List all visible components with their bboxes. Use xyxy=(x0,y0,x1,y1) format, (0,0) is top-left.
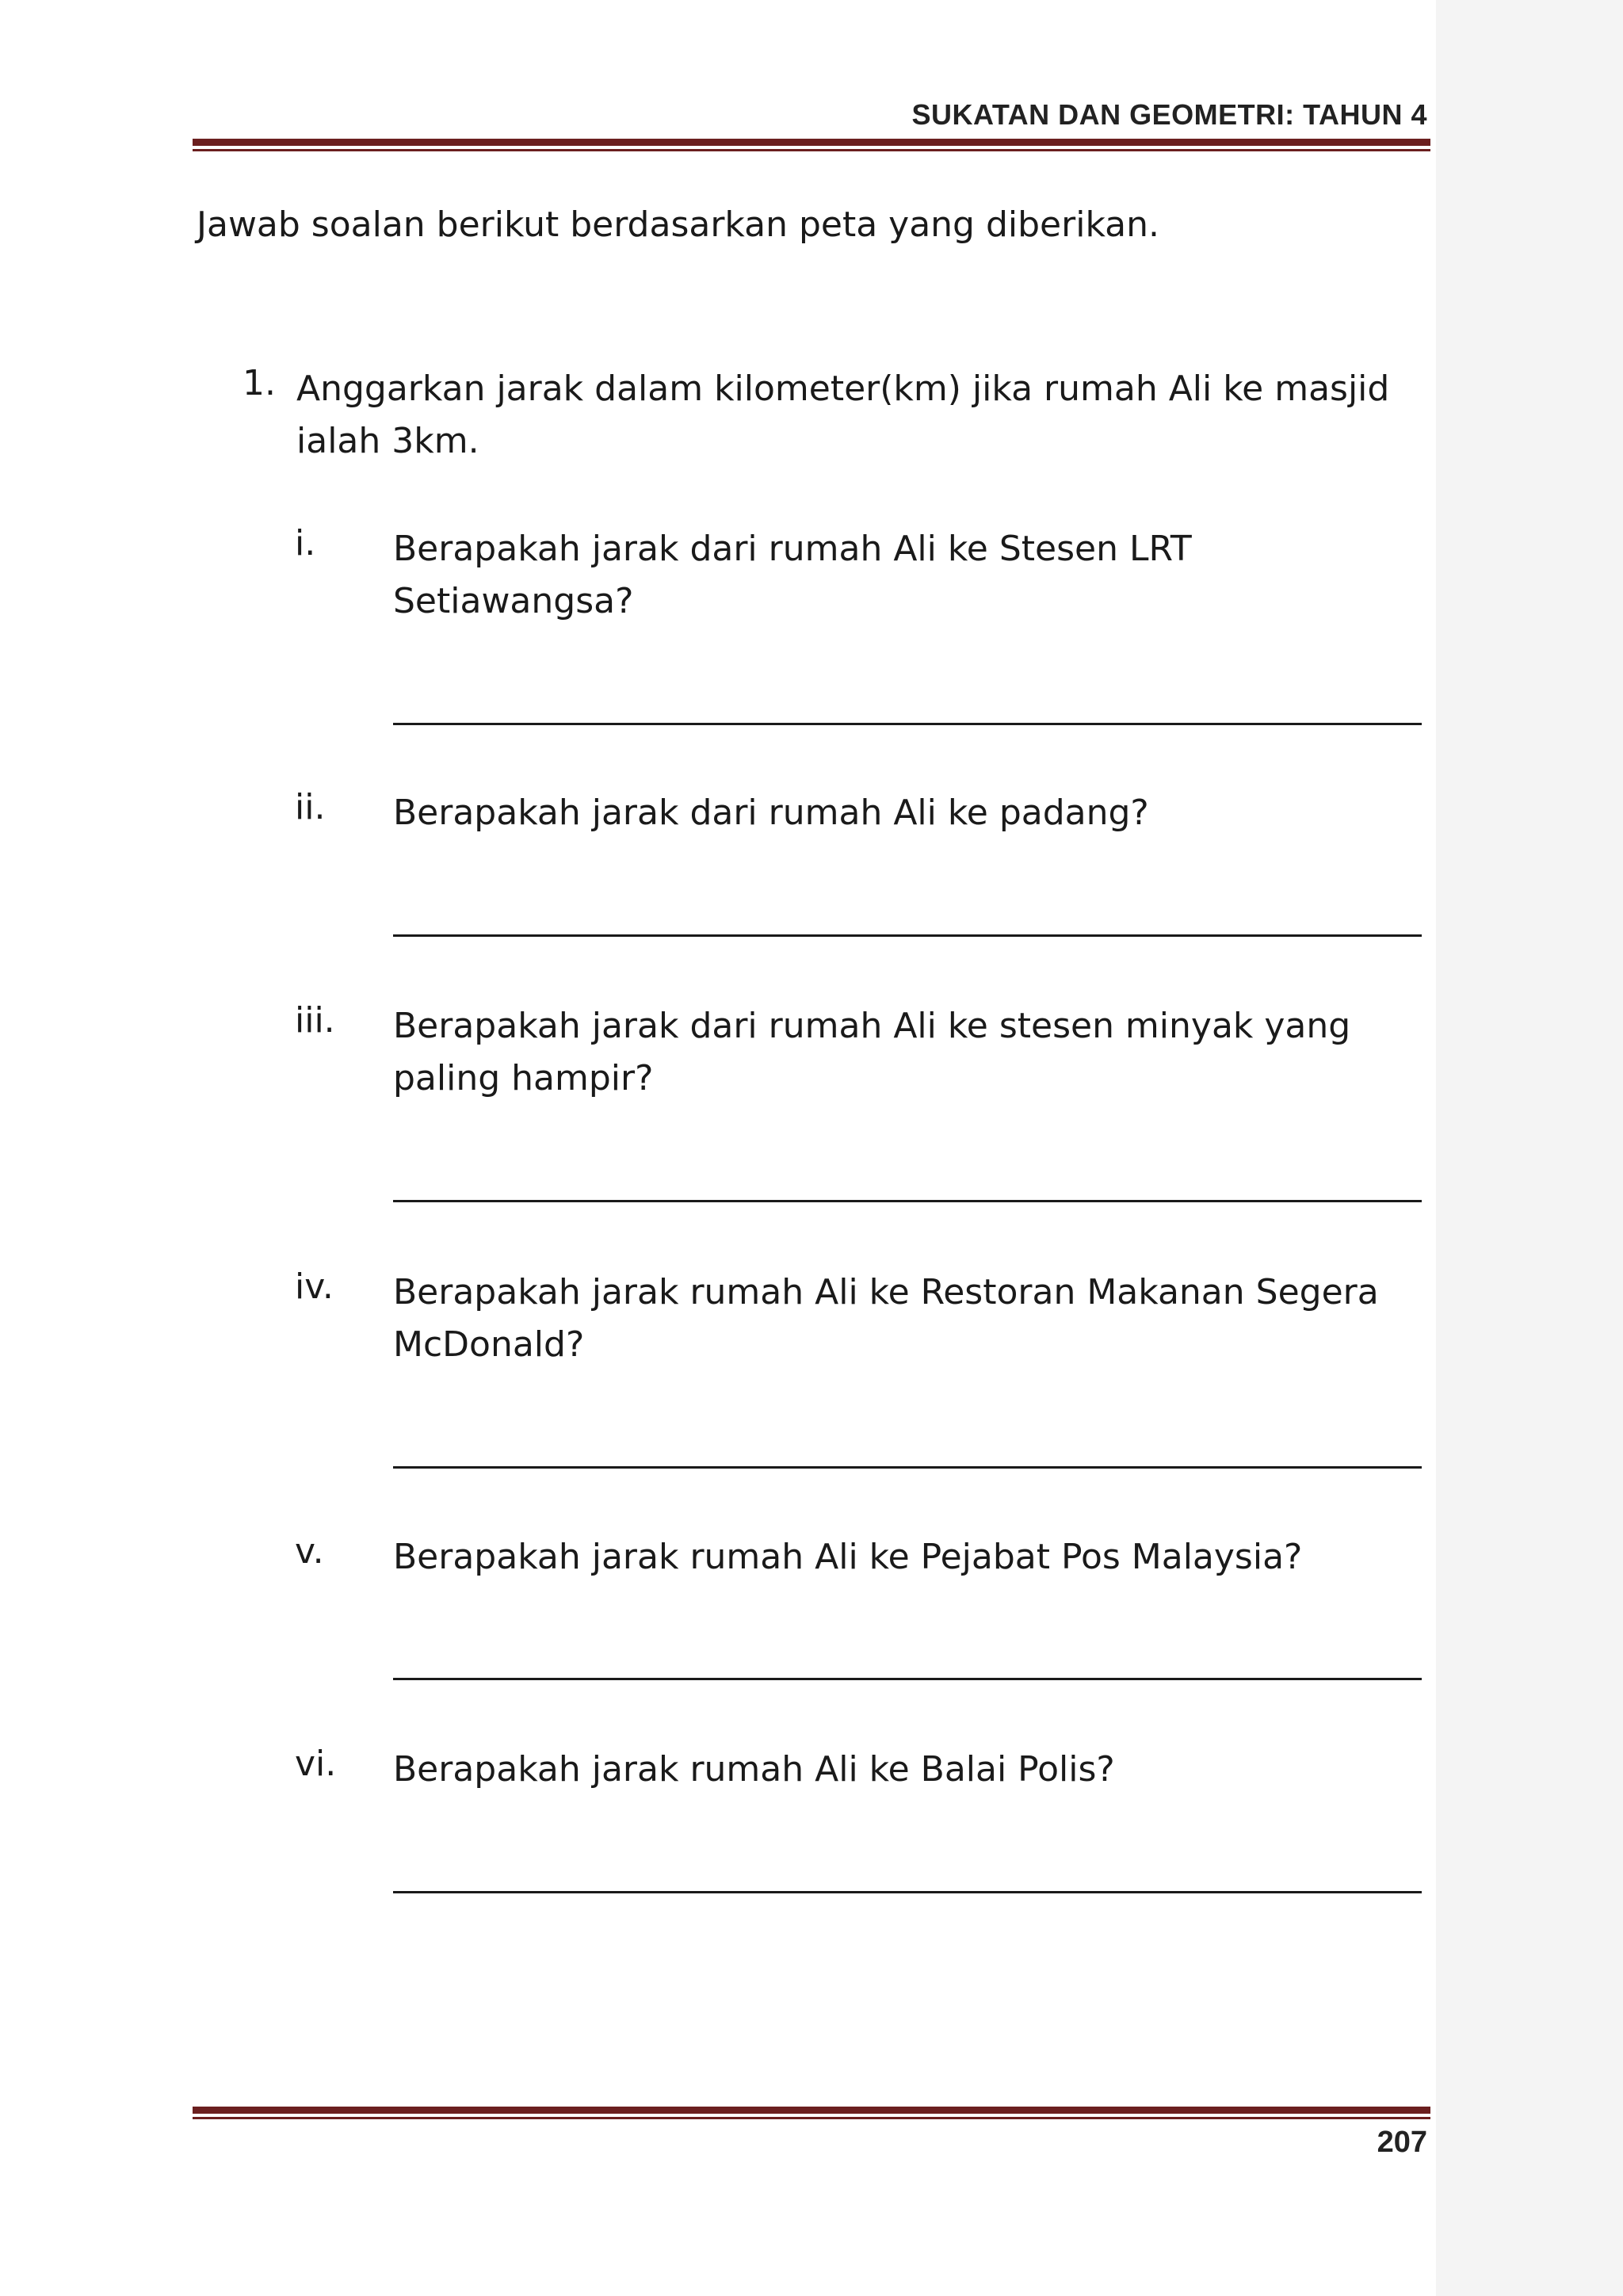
question-number: 1. xyxy=(242,363,276,403)
sub-question-numeral: vi. xyxy=(295,1744,337,1784)
header-rule-thick xyxy=(193,139,1430,146)
answer-line-ii[interactable] xyxy=(393,934,1422,937)
footer-rule-thick xyxy=(193,2107,1430,2114)
header-rule xyxy=(193,139,1430,151)
answer-line-vi[interactable] xyxy=(393,1891,1422,1893)
sub-question-text: Berapakah jarak dari rumah Ali ke Stesen LRT Setiawangsa? xyxy=(393,529,1192,621)
header-title: SUKATAN DAN GEOMETRI: TAHUN 4 xyxy=(911,98,1427,131)
sub-question-numeral: iv. xyxy=(295,1266,334,1307)
page-margin-shade xyxy=(1436,0,1623,2296)
sub-question-numeral: i. xyxy=(295,523,316,563)
answer-line-i[interactable] xyxy=(393,723,1422,725)
answer-line-iii[interactable] xyxy=(393,1200,1422,1202)
sub-question-text: Berapakah jarak dari rumah Ali ke stesen minyak yang paling hampir? xyxy=(393,1006,1351,1098)
sub-question-text: Berapakah jarak rumah Ali ke Pejabat Pos Malaysia? xyxy=(393,1537,1303,1577)
sub-question-numeral: v. xyxy=(295,1531,324,1572)
answer-line-iv[interactable] xyxy=(393,1466,1422,1469)
instruction-text: Jawab soalan berikut berdasarkan peta yang diberikan. xyxy=(197,204,1159,245)
answer-line-v[interactable] xyxy=(393,1678,1422,1680)
sub-question-numeral: iii. xyxy=(295,1000,335,1041)
question-text: Anggarkan jarak dalam kilometer(km) jika rumah Ali ke masjid ialah 3km. xyxy=(296,369,1390,461)
sub-question-text: Berapakah jarak rumah Ali ke Balai Polis? xyxy=(393,1749,1115,1790)
sub-question-numeral: ii. xyxy=(295,787,326,827)
footer-rule-thin xyxy=(193,2117,1430,2119)
header-rule-thin xyxy=(193,149,1430,151)
sub-question-text: Berapakah jarak rumah Ali ke Restoran Makanan Segera McDonald? xyxy=(393,1272,1379,1365)
page-number: 207 xyxy=(1377,2126,1427,2159)
sub-question-text: Berapakah jarak dari rumah Ali ke padang? xyxy=(393,793,1149,833)
footer-rule xyxy=(193,2107,1430,2119)
